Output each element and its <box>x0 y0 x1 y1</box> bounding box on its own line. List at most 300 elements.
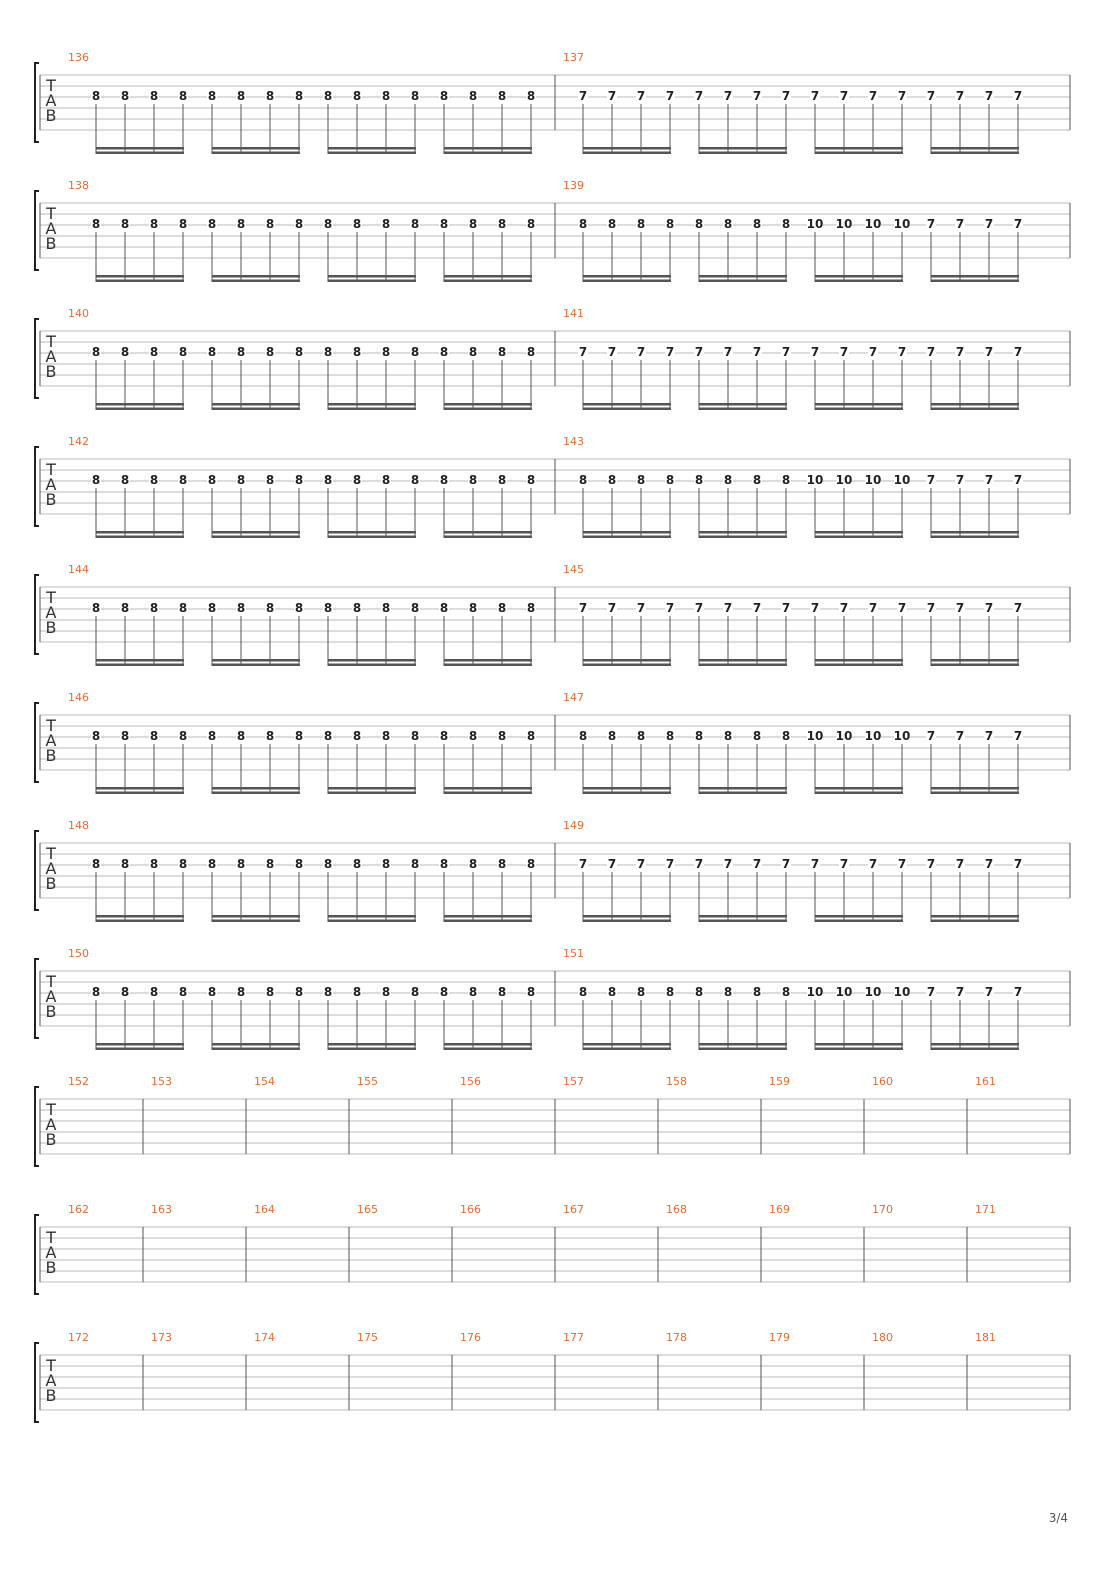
tab-clef-letter: A <box>45 603 57 622</box>
fret-number: 7 <box>926 217 936 231</box>
measure-number: 152 <box>68 1075 89 1088</box>
fret-number: 8 <box>694 217 704 231</box>
beam <box>699 659 787 662</box>
fret-number: 8 <box>381 217 391 231</box>
fret-number: 7 <box>926 985 936 999</box>
fret-number: 8 <box>323 601 333 615</box>
tab-clef-letter: A <box>45 347 57 366</box>
fret-number: 7 <box>955 729 965 743</box>
beam <box>212 915 300 918</box>
tab-clef-letter: A <box>45 1243 57 1262</box>
fret-number: 8 <box>352 89 362 103</box>
tab-clef-letter: A <box>45 1115 57 1134</box>
fret-number: 8 <box>781 729 791 743</box>
tab-system <box>35 1203 1070 1294</box>
fret-number: 7 <box>607 857 617 871</box>
fret-number: 8 <box>294 89 304 103</box>
fret-number: 10 <box>864 985 882 999</box>
fret-number: 8 <box>178 345 188 359</box>
tab-clef-letter: T <box>46 204 56 223</box>
fret-number: 8 <box>468 345 478 359</box>
fret-number: 8 <box>665 473 675 487</box>
fret-number: 8 <box>265 729 275 743</box>
beam <box>96 536 184 539</box>
fret-number: 8 <box>91 729 101 743</box>
system-bracket <box>35 447 39 526</box>
beam <box>931 275 1019 278</box>
beam <box>815 659 903 662</box>
fret-number: 8 <box>752 473 762 487</box>
fret-number: 8 <box>439 473 449 487</box>
beam <box>583 536 671 539</box>
fret-number: 8 <box>120 857 130 871</box>
fret-number: 8 <box>207 601 217 615</box>
fret-number: 8 <box>178 89 188 103</box>
fret-number: 8 <box>607 729 617 743</box>
fret-number: 7 <box>578 89 588 103</box>
beam <box>96 152 184 155</box>
fret-number: 8 <box>526 985 536 999</box>
fret-number: 8 <box>381 473 391 487</box>
beam <box>815 408 903 411</box>
fret-number: 7 <box>694 89 704 103</box>
measure-number: 160 <box>872 1075 893 1088</box>
fret-number: 8 <box>91 857 101 871</box>
measure-number: 168 <box>666 1203 687 1216</box>
fret-number: 8 <box>636 729 646 743</box>
fret-number: 8 <box>468 217 478 231</box>
tab-system <box>35 1331 1070 1422</box>
fret-number: 8 <box>149 345 159 359</box>
system-bracket <box>35 575 39 654</box>
fret-number: 7 <box>984 345 994 359</box>
fret-number: 8 <box>410 729 420 743</box>
fret-number: 7 <box>868 89 878 103</box>
beam <box>444 1048 532 1051</box>
fret-number: 8 <box>120 217 130 231</box>
beam <box>444 792 532 795</box>
beam <box>699 147 787 150</box>
tab-system <box>35 307 1070 410</box>
fret-number: 8 <box>578 985 588 999</box>
fret-number: 8 <box>526 89 536 103</box>
beam <box>931 280 1019 283</box>
system-bracket <box>35 1087 39 1166</box>
beam <box>212 536 300 539</box>
fret-number: 8 <box>694 729 704 743</box>
fret-number: 7 <box>897 857 907 871</box>
fret-number: 7 <box>810 857 820 871</box>
fret-number: 7 <box>839 89 849 103</box>
beam <box>583 1043 671 1046</box>
fret-number: 8 <box>439 89 449 103</box>
beam <box>699 787 787 790</box>
beam <box>328 531 416 534</box>
system-bracket <box>35 1343 39 1422</box>
fret-number: 8 <box>294 601 304 615</box>
beam <box>328 152 416 155</box>
beam <box>328 792 416 795</box>
fret-number: 10 <box>806 473 824 487</box>
fret-number: 8 <box>381 729 391 743</box>
fret-number: 8 <box>207 89 217 103</box>
beam <box>96 920 184 923</box>
beam <box>212 1043 300 1046</box>
fret-number: 8 <box>381 345 391 359</box>
fret-number: 8 <box>781 217 791 231</box>
fret-number: 8 <box>352 345 362 359</box>
fret-number: 8 <box>120 985 130 999</box>
fret-number: 8 <box>468 857 478 871</box>
measure-number: 142 <box>68 435 89 448</box>
beam <box>815 147 903 150</box>
fret-number: 7 <box>665 89 675 103</box>
system-bracket <box>35 831 39 910</box>
fret-number: 10 <box>864 217 882 231</box>
tab-clef-letter: T <box>46 1356 56 1375</box>
fret-number: 7 <box>636 89 646 103</box>
fret-number: 7 <box>752 601 762 615</box>
fret-number: 7 <box>926 601 936 615</box>
fret-number: 8 <box>607 217 617 231</box>
fret-number: 10 <box>893 473 911 487</box>
tab-clef-letter: T <box>46 588 56 607</box>
fret-number: 7 <box>984 729 994 743</box>
tab-clef-letter: B <box>45 1386 57 1405</box>
tab-clef-letter: B <box>45 618 57 637</box>
fret-number: 8 <box>723 729 733 743</box>
measure-number: 181 <box>975 1331 996 1344</box>
system-bracket <box>35 1215 39 1294</box>
fret-number: 8 <box>497 729 507 743</box>
measure-number: 171 <box>975 1203 996 1216</box>
tab-clef-letter: A <box>45 91 57 110</box>
fret-number: 8 <box>694 985 704 999</box>
measure-number: 149 <box>563 819 584 832</box>
beam <box>931 1048 1019 1051</box>
fret-number: 8 <box>178 985 188 999</box>
beam <box>815 792 903 795</box>
fret-number: 10 <box>893 985 911 999</box>
fret-number: 8 <box>752 217 762 231</box>
beam <box>931 536 1019 539</box>
fret-number: 8 <box>781 985 791 999</box>
fret-number: 7 <box>897 89 907 103</box>
fret-number: 7 <box>868 345 878 359</box>
fret-number: 8 <box>468 729 478 743</box>
beam <box>212 920 300 923</box>
fret-number: 8 <box>178 217 188 231</box>
fret-number: 8 <box>236 217 246 231</box>
fret-number: 8 <box>323 89 333 103</box>
tab-system <box>35 947 1070 1050</box>
measure-number: 174 <box>254 1331 275 1344</box>
fret-number: 10 <box>893 729 911 743</box>
fret-number: 7 <box>926 345 936 359</box>
fret-number: 8 <box>439 729 449 743</box>
fret-number: 7 <box>984 985 994 999</box>
fret-number: 8 <box>265 89 275 103</box>
beam <box>212 275 300 278</box>
measure-number: 150 <box>68 947 89 960</box>
tab-clef-letter: A <box>45 219 57 238</box>
system-bracket <box>35 703 39 782</box>
beam <box>699 531 787 534</box>
beam <box>583 531 671 534</box>
system-bracket <box>35 959 39 1038</box>
fret-number: 8 <box>294 857 304 871</box>
measure-number: 161 <box>975 1075 996 1088</box>
beam <box>931 920 1019 923</box>
fret-number: 8 <box>497 345 507 359</box>
measure-number: 158 <box>666 1075 687 1088</box>
fret-number: 8 <box>526 729 536 743</box>
fret-number: 8 <box>149 473 159 487</box>
fret-number: 8 <box>526 473 536 487</box>
fret-number: 10 <box>835 729 853 743</box>
fret-number: 7 <box>839 345 849 359</box>
beam <box>444 280 532 283</box>
beam <box>328 1043 416 1046</box>
beam <box>444 531 532 534</box>
tab-system <box>35 51 1070 154</box>
beam <box>328 275 416 278</box>
beam <box>328 787 416 790</box>
tab-clef-letter: B <box>45 746 57 765</box>
measure-number: 169 <box>769 1203 790 1216</box>
fret-number: 8 <box>207 857 217 871</box>
tab-system <box>35 563 1070 666</box>
beam <box>699 792 787 795</box>
tab-clef-letter: A <box>45 987 57 1006</box>
fret-number: 8 <box>636 985 646 999</box>
tab-clef-letter: B <box>45 1002 57 1021</box>
fret-number: 8 <box>410 89 420 103</box>
fret-number: 7 <box>607 601 617 615</box>
fret-number: 8 <box>120 729 130 743</box>
fret-number: 10 <box>864 473 882 487</box>
fret-number: 10 <box>806 729 824 743</box>
beam <box>96 664 184 667</box>
fret-number: 8 <box>439 857 449 871</box>
beam <box>699 275 787 278</box>
beam <box>699 280 787 283</box>
fret-number: 8 <box>207 473 217 487</box>
fret-number: 7 <box>694 857 704 871</box>
beam <box>815 275 903 278</box>
beam <box>815 920 903 923</box>
fret-number: 8 <box>265 473 275 487</box>
fret-number: 7 <box>1013 857 1023 871</box>
fret-number: 7 <box>781 89 791 103</box>
fret-number: 8 <box>178 729 188 743</box>
fret-number: 8 <box>665 985 675 999</box>
page-number: 3/4 <box>1048 1511 1068 1525</box>
measure-number: 139 <box>563 179 584 192</box>
beam <box>815 1043 903 1046</box>
beam <box>96 147 184 150</box>
fret-number: 8 <box>410 473 420 487</box>
measure-number: 145 <box>563 563 584 576</box>
fret-number: 8 <box>665 217 675 231</box>
measure-number: 165 <box>357 1203 378 1216</box>
fret-number: 8 <box>578 729 588 743</box>
fret-number: 7 <box>578 857 588 871</box>
fret-number: 8 <box>723 217 733 231</box>
tab-clef-letter: B <box>45 362 57 381</box>
beam <box>583 664 671 667</box>
fret-number: 8 <box>439 345 449 359</box>
beam <box>96 403 184 406</box>
beam <box>328 403 416 406</box>
beam <box>931 1043 1019 1046</box>
fret-number: 8 <box>578 473 588 487</box>
beam <box>699 915 787 918</box>
fret-number: 8 <box>497 473 507 487</box>
beam <box>583 787 671 790</box>
measure-number: 144 <box>68 563 89 576</box>
beam <box>96 531 184 534</box>
tab-clef-letter: B <box>45 490 57 509</box>
fret-number: 7 <box>1013 601 1023 615</box>
tab-clef-letter: T <box>46 460 56 479</box>
fret-number: 8 <box>149 217 159 231</box>
fret-number: 8 <box>526 857 536 871</box>
fret-number: 8 <box>468 985 478 999</box>
beam <box>815 536 903 539</box>
beam <box>583 408 671 411</box>
beam <box>328 920 416 923</box>
fret-number: 8 <box>381 857 391 871</box>
fret-number: 7 <box>607 345 617 359</box>
fret-number: 8 <box>607 985 617 999</box>
fret-number: 8 <box>236 345 246 359</box>
beam <box>212 152 300 155</box>
beam <box>699 536 787 539</box>
fret-number: 8 <box>91 985 101 999</box>
beam <box>328 664 416 667</box>
beam <box>583 659 671 662</box>
tab-clef-letter: T <box>46 1100 56 1119</box>
beam <box>96 280 184 283</box>
measure-number: 170 <box>872 1203 893 1216</box>
fret-number: 7 <box>810 89 820 103</box>
fret-number: 7 <box>926 857 936 871</box>
fret-number: 8 <box>207 217 217 231</box>
beam <box>699 403 787 406</box>
fret-number: 8 <box>323 985 333 999</box>
measure-number: 143 <box>563 435 584 448</box>
beam <box>212 659 300 662</box>
fret-number: 10 <box>835 473 853 487</box>
beam <box>96 792 184 795</box>
measure-number: 157 <box>563 1075 584 1088</box>
beam <box>96 1043 184 1046</box>
tab-clef-letter: B <box>45 234 57 253</box>
fret-number: 8 <box>497 857 507 871</box>
fret-number: 8 <box>323 473 333 487</box>
fret-number: 8 <box>468 89 478 103</box>
beam <box>212 1048 300 1051</box>
fret-number: 7 <box>694 601 704 615</box>
fret-number: 8 <box>91 217 101 231</box>
fret-number: 8 <box>236 601 246 615</box>
beam <box>212 403 300 406</box>
fret-number: 8 <box>723 985 733 999</box>
beam <box>444 403 532 406</box>
fret-number: 7 <box>723 857 733 871</box>
fret-number: 7 <box>752 89 762 103</box>
fret-number: 10 <box>893 217 911 231</box>
fret-number: 7 <box>636 601 646 615</box>
fret-number: 8 <box>636 473 646 487</box>
tab-clef-letter: B <box>45 106 57 125</box>
fret-number: 8 <box>607 473 617 487</box>
measure-number: 175 <box>357 1331 378 1344</box>
measure-number: 176 <box>460 1331 481 1344</box>
measure-number: 148 <box>68 819 89 832</box>
beam <box>96 408 184 411</box>
fret-number: 8 <box>410 857 420 871</box>
fret-number: 8 <box>752 985 762 999</box>
fret-number: 8 <box>265 601 275 615</box>
fret-number: 7 <box>984 473 994 487</box>
measure-number: 138 <box>68 179 89 192</box>
beam <box>931 147 1019 150</box>
measure-number: 163 <box>151 1203 172 1216</box>
beam <box>212 792 300 795</box>
beam <box>583 915 671 918</box>
beam <box>583 152 671 155</box>
measure-number: 141 <box>563 307 584 320</box>
fret-number: 8 <box>91 345 101 359</box>
fret-number: 8 <box>178 601 188 615</box>
fret-number: 8 <box>381 985 391 999</box>
measure-number: 147 <box>563 691 584 704</box>
fret-number: 8 <box>91 89 101 103</box>
fret-number: 7 <box>839 857 849 871</box>
measure-number: 172 <box>68 1331 89 1344</box>
beam <box>815 531 903 534</box>
measure-number: 155 <box>357 1075 378 1088</box>
fret-number: 8 <box>120 345 130 359</box>
beam <box>583 147 671 150</box>
fret-number: 8 <box>439 985 449 999</box>
beam <box>931 664 1019 667</box>
measure-number: 137 <box>563 51 584 64</box>
tab-clef-letter: T <box>46 1228 56 1247</box>
beam <box>931 659 1019 662</box>
fret-number: 8 <box>294 473 304 487</box>
fret-number: 8 <box>265 857 275 871</box>
fret-number: 8 <box>665 729 675 743</box>
measure-number: 179 <box>769 1331 790 1344</box>
fret-number: 7 <box>810 345 820 359</box>
beam <box>815 664 903 667</box>
tab-clef-letter: B <box>45 1130 57 1149</box>
beam <box>444 915 532 918</box>
beam <box>96 787 184 790</box>
tab-clef-letter: T <box>46 716 56 735</box>
fret-number: 7 <box>781 857 791 871</box>
measure-number: 173 <box>151 1331 172 1344</box>
fret-number: 7 <box>665 857 675 871</box>
fret-number: 8 <box>265 217 275 231</box>
beam <box>699 408 787 411</box>
beam <box>931 152 1019 155</box>
tab-system <box>35 179 1070 282</box>
beam <box>212 787 300 790</box>
